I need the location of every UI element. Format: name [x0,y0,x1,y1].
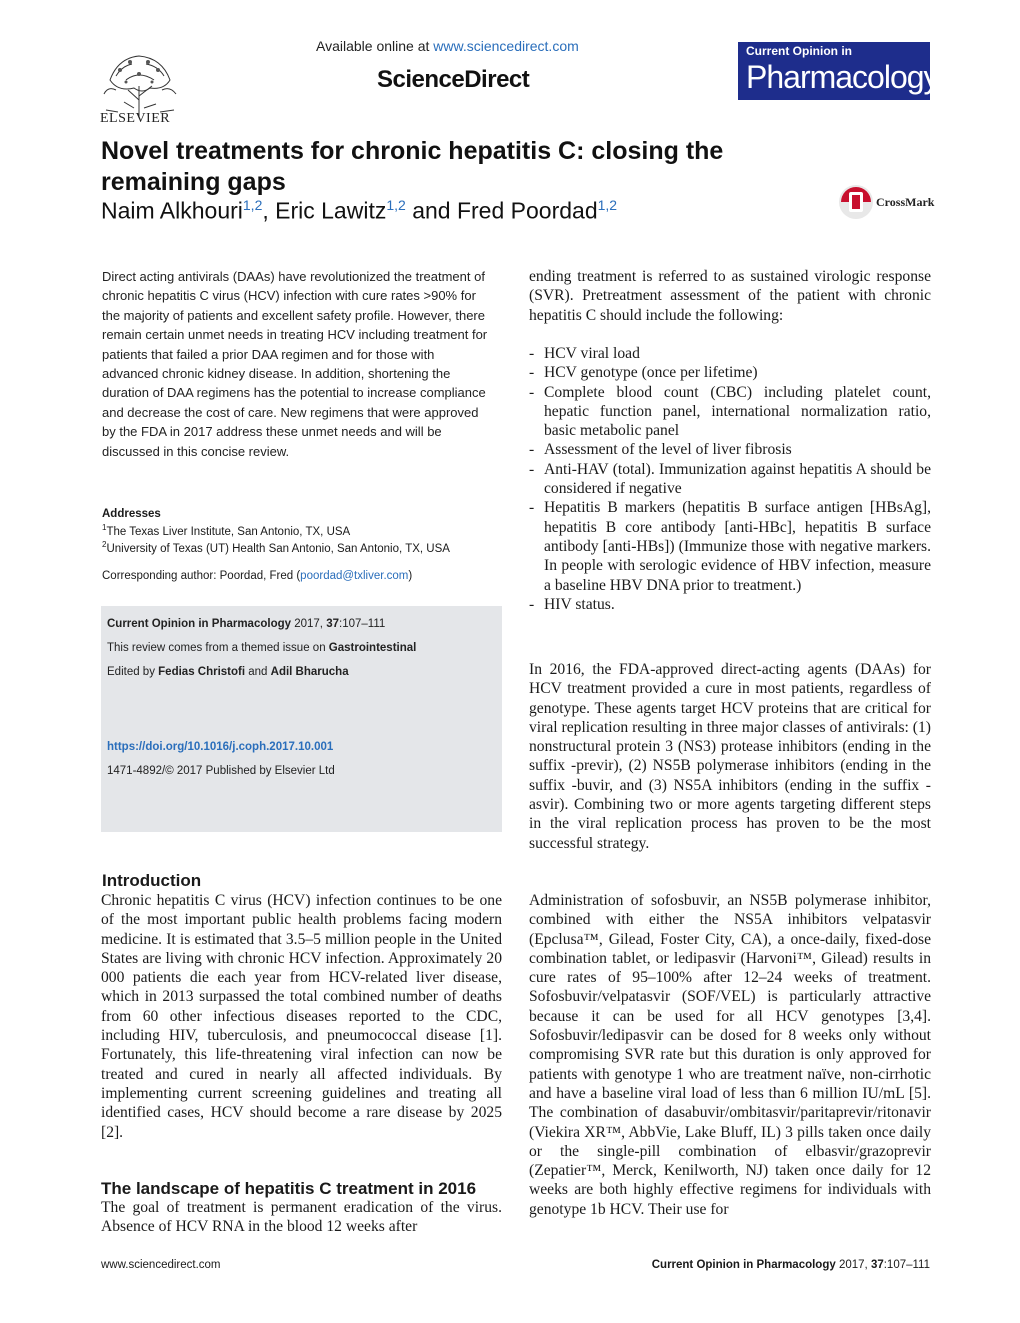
author-separator: , [262,197,276,224]
address-item [102,540,450,555]
address-text: University of Texas (UT) Health San Antonio, San Antonio, TX, USA [106,542,450,555]
citation-pages: :107–111 [339,618,386,630]
footer-year: 2017, [835,1259,871,1271]
author-name: Naim Alkhouri [101,197,243,224]
author-list [101,197,617,225]
doi-link[interactable]: https://doi.org/10.1016/j.coph.2017.10.001 [107,741,334,753]
list-item: - Anti-HAV (total). Immunization against hepatitis A should be considered if negative [529,460,931,498]
author-affiliation[interactable]: 1,2 [597,197,618,213]
sciencedirect-link[interactable]: www.sciencedirect.com [433,38,579,54]
address-item [102,523,350,538]
journal-logo-small: Current Opinion in [746,44,852,58]
list-item: - HCV genotype (once per lifetime) [529,364,758,382]
list-item-text: Assessment of the level of liver fibrosis [544,441,792,459]
list-item-text: Anti-HAV (total). Immunization against hepatitis A should be considered if negative [544,460,931,498]
landscape-text: The goal of treatment is permanent eradication of the virus. Absence of HCV RNA in the blood 12 weeks after [101,1199,502,1236]
citation-volume: 37 [326,618,339,630]
addresses-heading: Addresses [102,508,161,520]
assessment-list [529,344,931,614]
corresponding-author [102,570,412,582]
abstract: Direct acting antivirals (DAAs) have revolutionized the treatment of chronic hepatitis C virus (HCV) infection with cure rates >90% for the majority of patients and excellent safety profile. However, there remain certain unmet needs in treating HCV including treatment for patients that failed a prior DAA regimen and for those with advanced chronic kidney disease. In addition, shortening the duration of DAA regimens has the potential to increase compliance and decrease the cost of care. New regimens that were approved by the FDA in 2017 address these unmet needs and will be discussed in this concise review. [102,269,488,459]
footer-journal: Current Opinion in Pharmacology [651,1259,836,1271]
author-name: Fred Poordad [456,197,598,224]
crossmark-label: CrossMark [876,195,935,209]
list-item: - HIV status. [529,595,615,613]
author-name: Eric Lawitz [275,197,387,224]
list-item: - Complete blood count (CBC) including platelet count, hepatic function panel, international normalization ratio, basic metabolic panel [529,383,931,440]
list-item-text: HIV status. [544,595,615,613]
available-online [316,38,579,54]
citation-journal: Current Opinion in Pharmacology [107,618,292,630]
editors-and: and [245,666,271,678]
list-item-text: HCV genotype (once per lifetime) [544,364,758,382]
issn-copyright: 1471-4892/© 2017 Published by Elsevier Ltd [107,765,335,777]
editor-name: Fedias Christofi [158,666,246,678]
citation-line [107,616,385,632]
list-item: - HCV viral load [529,345,640,362]
article-title: Novel treatments for chronic hepatitis C: closing the remaining gaps [101,137,724,196]
author-affiliation[interactable]: 1,2 [242,197,263,213]
list-item: - Hepatitis B markers (hepatitis B surface antigen [HBsAg], hepatitis B core antibody [anti-HBc], hepatitis B surface antibody [anti-HBs]) (Immunize those with negative markers. In people with serologic evidence of HBV infection, measure a baseline HBV DNA prior to treatment.) [529,499,931,594]
article-info-box [101,606,502,832]
list-item-text: Complete blood count (CBC) including platelet count, hepatic function panel, international normalization ratio, basic metabolic panel [544,383,931,440]
introduction-text: Chronic hepatitis C virus (HCV) infection continues to be one of the most important public health problems facing modern medicine. It is estimated that 3.5–5 million people in the United States are living with chronic HCV infection. Approximately 20 000 patients die each year from HCV-related liver disease, which in 2013 surpassed the total combined number of deaths from 60 other infectious diseases reported to the CDC, including HIV, tuberculosis, and pneumococcal disease [1]. Fortunately, this life-threatening viral infection can now be treated and cured in nearly all affected individuals. By implementing current screening guidelines and treating all identified cases, HCV should become a rare disease by 2025 [2]. [101,892,502,1141]
publisher-wordmark: ELSEVIER [100,111,171,126]
right-paragraph-2: In 2016, the FDA-approved direct-acting agents (DAAs) for HCV treatment provided a cure in most patients, regardless of genotype. These agents target HCV proteins that are critical for viral replication resulting in three major classes of antivirals: (1) nonstructural protein 3 (NS3) protease inhibitors (ending in the suffix -previr), (2) NS5B polymerase inhibitors (ending in the suffix -buvir, and (3) NS5A inhibitors (ending in the suffix -asvir). Combining two or more agents targeting different steps in the viral replication process has proven to be the most successful strategy. [529,661,931,852]
journal-logo-big: Pharmacology [746,59,939,95]
footer-website: www.sciencedirect.com [101,1259,221,1271]
author-separator: and [405,197,457,224]
corresponding-suffix: ) [408,570,413,582]
editors-line [107,664,349,680]
sciencedirect-wordmark: ScienceDirect [377,66,530,93]
corresponding-prefix: Corresponding author: Poordad, Fred ( [102,570,301,582]
author-affiliation[interactable]: 1,2 [386,197,406,213]
available-prefix: Available online at [316,38,434,54]
footer-citation [652,1259,930,1271]
introduction-heading: Introduction [102,871,202,890]
corresponding-email-link[interactable]: poordad@txliver.com [300,570,409,582]
right-paragraph-3: Administration of sofosbuvir, an NS5B polymerase inhibitor, combined with either the NS5A inhibitors velpatasvir (Epclusa™, Gilead, Foster City, CA), a once-daily, fixed-dose combination tablet, or ledipasvir (Harvoni™, Gilead) results in cure rates of 95–100% after 12–24 weeks of treatment. Sofosbuvir/velpatasvir (SOF/VEL) is particularly attractive because it can be used for all HCV genotypes [3,4]. Sofosbuvir/ledipasvir can be dosed for 8 weeks only without compromising SVR rate but this duration is only approved for patients with genotype 1 who are treatment naïve, non-cirrhotic and have a baseline viral load of less than 6 million IU/mL [5]. The combination of dasabuvir/ombitasvir/paritaprevir/ritonavir (Viekira XR™, AbbVie, Lake Bluff, IL) 3 pills taken once daily or the single-pill combination of elbasvir/grazoprevir (Zepatier™, Merck, Kenilworth, NJ) taken once daily for 12 weeks are both highly effective regimens for individuals with genotype 1b HCV. Their use for [529,892,931,1218]
address-number: 1 [102,523,107,532]
journal-logo [738,42,939,100]
citation-year: 2017, [291,618,327,630]
footer-pages: :107–111 [883,1259,930,1271]
list-item-text: Hepatitis B markers (hepatitis B surface antigen [HBsAg], hepatitis B core antibody [anti-HBc], hepatitis B surface antibody [anti-HBs]) (Immunize those with negative markers. In people with serologic evidence of HBV infection, measure a baseline HBV DNA prior to treatment.) [544,499,931,594]
footer-volume: 37 [870,1259,884,1271]
editors-prefix: Edited by [107,666,159,678]
right-paragraph-1: ending treatment is referred to as sustained virologic response (SVR). Pretreatment assessment of the patient with chronic hepatitis C should include the following: [529,268,931,324]
theme-name: Gastrointestinal [328,642,417,654]
theme-prefix: This review comes from a themed issue on [107,642,329,654]
landscape-heading: The landscape of hepatitis C treatment in 2016 [101,1179,477,1198]
address-text: The Texas Liver Institute, San Antonio, TX, USA [106,525,351,538]
address-number: 2 [102,540,107,549]
list-item: - Assessment of the level of liver fibrosis [529,441,792,459]
list-item-text: HCV viral load [544,345,640,362]
editor-name: Adil Bharucha [270,666,349,678]
theme-line [107,640,416,656]
